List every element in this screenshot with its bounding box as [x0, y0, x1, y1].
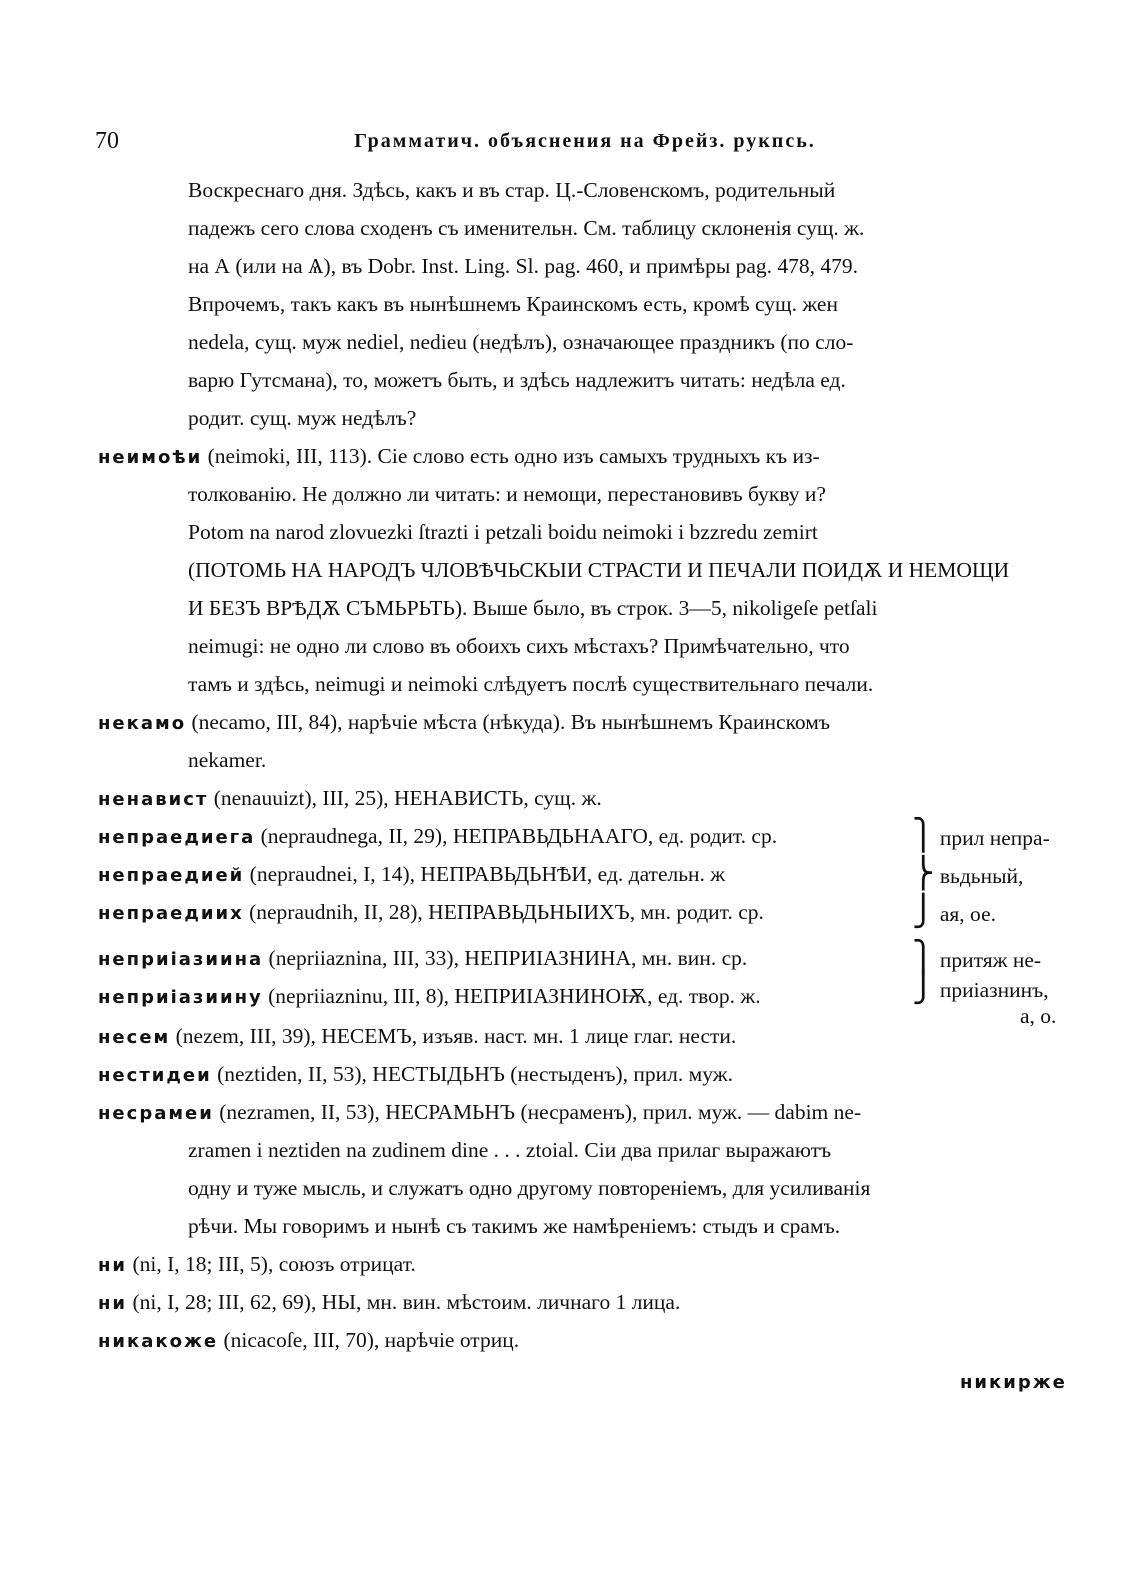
entry-text: (nepraudnei, I, 14), НЕПРАВЬДЬНѢИ, ед. дательн. ж [244, 862, 726, 886]
entry-nepriiazninu [98, 981, 761, 1013]
side-note: а, о. [1020, 1004, 1057, 1028]
entry-nepravdnega [98, 821, 777, 853]
brace: ⎫ [912, 941, 935, 974]
headword: никакоже [98, 1331, 219, 1352]
grouping-brace-note [912, 821, 1050, 853]
entry-text: (neimoki, III, 113). Сіе слово есть одно изъ самыхъ трудныхъ къ из- [202, 444, 820, 468]
grouping-brace-note [912, 897, 996, 929]
running-title: Грамматич. объяснения на Фрейз. рукпсь. [354, 130, 816, 152]
entry-nenavist [98, 783, 602, 815]
brace: ⎭ [912, 971, 935, 1004]
entry-text: (ni, I, 28; III, 62, 69), НЫ, мн. вин. мѣстоим. личнаго 1 лица. [127, 1290, 681, 1314]
headword: ненавист [98, 789, 209, 810]
side-note: ая, ое. [939, 902, 996, 926]
headword: неприіазиину [98, 987, 263, 1008]
text-line: Впрочемъ, такъ какъ въ нынѣшнемъ Краинскомъ есть, кромѣ сущ. жен [188, 292, 838, 316]
text-line: nekamer. [188, 748, 267, 772]
text-line: толкованію. Не должно ли читать: и немощи, перестановивъ букву и? [188, 482, 826, 506]
entry-text: (neztiden, II, 53), НЕСТЫДЬНЪ (нестыденъ), прил. муж. [211, 1062, 733, 1086]
entry-nepriiaznina [98, 943, 747, 975]
entry-text: (ni, I, 18; III, 5), союзъ отрицат. [127, 1252, 416, 1276]
headword: несем [98, 1027, 171, 1048]
headword: неимоѣи [98, 447, 203, 468]
text-line: одну и туже мысль, и служатъ одно другому повтореніемъ, для усиливанія [188, 1176, 871, 1200]
entry-neimoki [98, 441, 820, 473]
page-number: 70 [95, 128, 119, 154]
side-note: приіазнинъ, [939, 978, 1049, 1002]
headword: непраедией [98, 865, 245, 886]
text-line: Potom na narod zlovuezki ſtrazti i petzali boidu neimoki i bzzredu zemirt [188, 520, 818, 544]
entry-text: (nezem, III, 39), НЕСЕМЪ, изъяв. наст. мн. 1 лице глаг. нести. [170, 1024, 737, 1048]
headword: несрамеи [98, 1103, 214, 1124]
entry-text: (nepraudnih, II, 28), НЕПРАВЬДЬНЫИХЪ, мн. родит. ср. [243, 900, 764, 924]
entry-nekamo [98, 707, 830, 739]
entry-ni-1 [98, 1249, 416, 1281]
headword: некамо [98, 713, 187, 734]
text-line: тамъ и здѣсь, neimugi и neimoki слѣдуетъ послѣ существительнаго печали. [188, 672, 874, 696]
catchword: никирже [960, 1372, 1067, 1393]
text-line: (ПОТОМЬ НА НАРОДЪ ЧЛОВѢЧЬСКЫИ СТРАСТИ И ПЕЧАЛИ ПОИДѪ И НЕМОЩИ [188, 558, 1010, 582]
side-note: притяж не- [939, 948, 1042, 972]
entry-text: (nicacoſe, III, 70), нарѣчіе отриц. [218, 1328, 520, 1352]
entry-text: (necamo, III, 84), нарѣчіе мѣста (нѣкуда). Въ нынѣшнемъ Краинскомъ [186, 710, 830, 734]
text-line: родит. сущ. муж недѣлъ? [188, 406, 417, 430]
text-line: nedela, сущ. муж nediel, nedieu (недѣлъ), означающее праздникъ (по сло- [188, 330, 854, 354]
entry-nepravdnei [98, 859, 725, 891]
entry-nestiden [98, 1059, 733, 1091]
text-line: neimugi: не одно ли слово въ обоихъ сихъ мѣстахъ? Примѣчательно, что [188, 634, 850, 658]
text-line: Воскреснаго дня. Здѣсь, какъ и въ стар. Ц.-Словенскомъ, родительный [188, 178, 836, 202]
text-line: рѣчи. Мы говоримъ и нынѣ съ такимъ же намѣреніемъ: стыдъ и срамъ. [188, 1214, 841, 1238]
entry-text: (nepraudnega, II, 29), НЕПРАВЬДЬНААГО, ед. родит. ср. [255, 824, 778, 848]
text-line: на А (или на Ѧ), въ Dobr. Inst. Ling. Sl. pag. 460, и примѣры pag. 478, 479. [188, 254, 859, 278]
headword: непраедиега [98, 827, 256, 848]
text-line: zramen i neztiden na zudinem dine . . . ztoial. Сіи два прилаг выражаютъ [188, 1138, 832, 1162]
text-line: И БЕЗЪ ВРѢДѪ СЪМЬРЬТЬ). Выше было, въ строк. 3—5, nikoligeſe petſali [188, 596, 878, 620]
grouping-brace-note [912, 859, 1023, 891]
entry-text: (nezramen, II, 53), НЕСРАМЬНЪ (несраменъ), прил. муж. — dabim ne- [213, 1100, 862, 1124]
entry-nesem [98, 1021, 736, 1053]
text-line: варю Гутсмана), то, можетъ быть, и здѣсь надлежитъ читать: недѣла ед. [188, 368, 846, 392]
headword: ни [98, 1255, 128, 1276]
entry-nikakozhe [98, 1325, 519, 1357]
side-note: прил непра- [939, 826, 1050, 850]
entry-text: (nenauuizt), III, 25), НЕНАВИСТЬ, сущ. ж. [208, 786, 602, 810]
text-line: падежъ сего слова сходенъ съ именительн. См. таблицу склоненія сущ. ж. [188, 216, 865, 240]
entry-text: (nepriiaznina, III, 33), НЕПРИІАЗНИНА, мн. вин. ср. [263, 946, 748, 970]
side-note: вьдьный, [939, 864, 1024, 888]
entry-ni-2 [98, 1287, 680, 1319]
headword: непраедиих [98, 903, 244, 924]
brace: ⎬ [912, 857, 935, 890]
brace: ⎫ [912, 819, 935, 852]
headword: ни [98, 1293, 128, 1314]
headword: неприіазиина [98, 949, 264, 970]
entry-nepravdnih [98, 897, 764, 929]
headword: нестидеи [98, 1065, 212, 1086]
entry-nesramen [98, 1097, 861, 1129]
entry-text: (nepriiazninu, III, 8), НЕПРИІАЗНИНОѬ, ед. твор. ж. [262, 984, 761, 1008]
page-header [95, 128, 1075, 164]
brace: ⎭ [912, 895, 935, 928]
